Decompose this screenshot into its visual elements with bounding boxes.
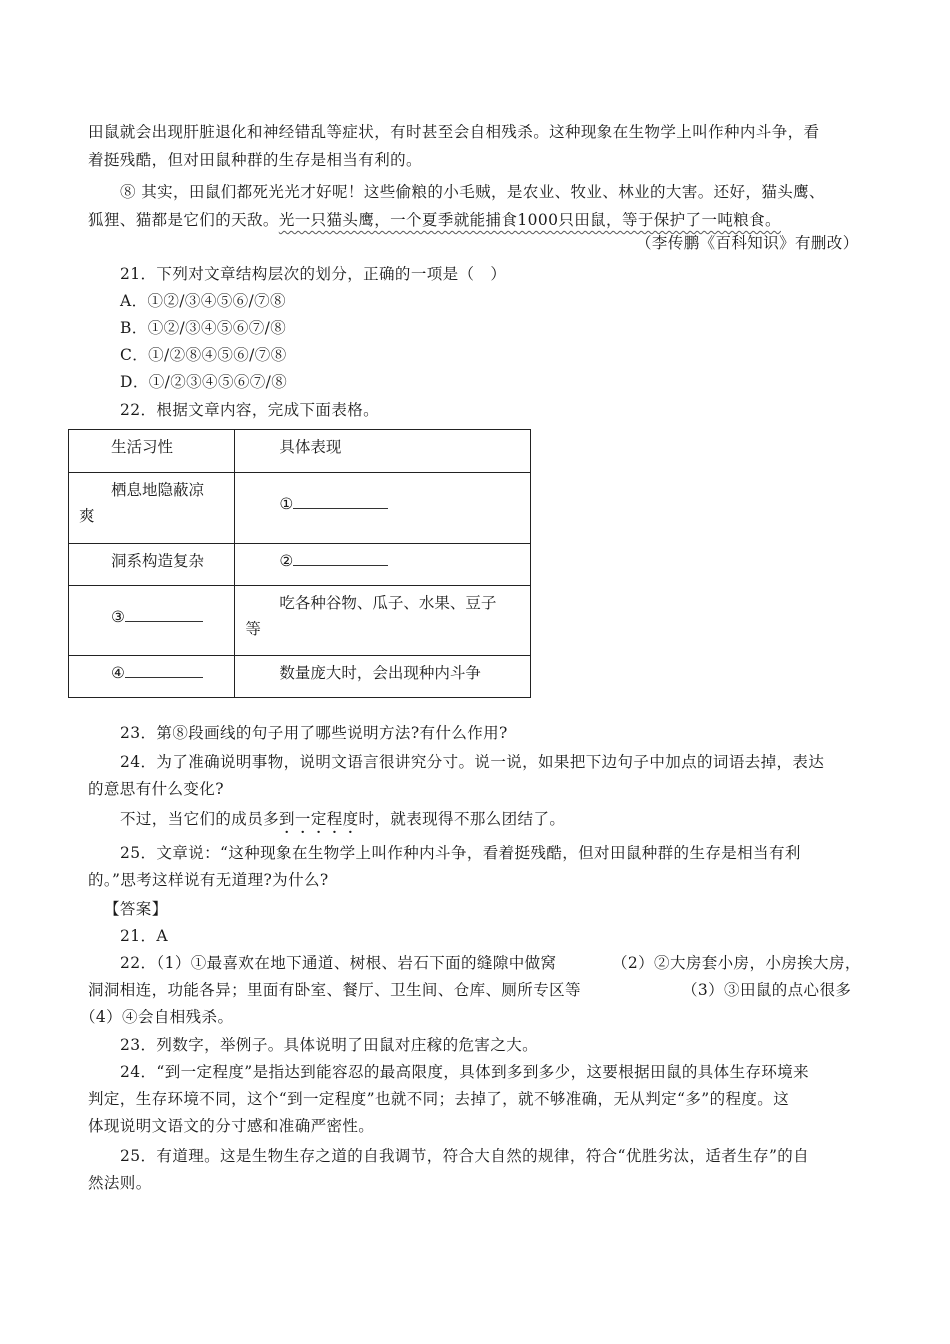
answer-25-line: 然法则。 — [88, 1174, 152, 1192]
paragraph-8-line — [88, 209, 781, 231]
table-cell — [235, 430, 531, 473]
table-row — [69, 586, 531, 656]
answer-24-line: 判定，生存环境不同，这个“到一定程度”也就不同；去掉了，就不够准确，无从判定“多”的程度。这 — [88, 1090, 790, 1108]
answer-22-line: 22．（1）①最喜欢在地下通道、树根、岩石下面的缝隙中做窝 — [120, 954, 557, 972]
table-cell — [235, 473, 531, 544]
question-25-line: 25．文章说：“这种现象在生物学上叫作种内斗争，看着挺残酷，但对田鼠种群的生存是相当有利 — [120, 844, 801, 862]
blank-number: ③ — [111, 608, 125, 626]
answer-25-line: 25．有道理。这是生物生存之道的自我调节，符合大自然的规律，符合“优胜劣汰，适者生存”的自 — [120, 1147, 810, 1165]
answer-24-line: 24．“到一定程度”是指达到能容忍的最高限度，具体到多到多少，这要根据田鼠的具体生存环境来 — [120, 1063, 810, 1081]
dotted-char: 程 — [326, 810, 343, 828]
behavior-text: 吃各种谷物、瓜子、水果、豆子 — [279, 594, 497, 612]
example-text: 时，就表现得不那么团结了。 — [358, 810, 566, 828]
table-cell — [235, 586, 531, 656]
blank-number: ② — [279, 552, 294, 570]
table-cell — [69, 586, 235, 656]
question-23: 23．第⑧段画线的句子用了哪些说明方法?有什么作用? — [120, 724, 508, 742]
answer-22-line: （4）④会自相残杀。 — [80, 1008, 234, 1026]
answer-22-line: （3）③田鼠的点心很多 — [682, 981, 852, 999]
source-citation: （李传鹏《百科知识》有删改） — [636, 234, 859, 252]
question-21-option-a: A．①②/③④⑤⑥/⑦⑧ — [120, 292, 286, 310]
passage-line: 田鼠就会出现肝脏退化和神经错乱等症状，有时甚至会自相残杀。这种现象在生物学上叫作种内斗争，看 — [88, 123, 820, 141]
dotted-char: 到 — [279, 810, 295, 828]
answer-23: 23．列数字，举例子。具体说明了田鼠对庄稼的危害之大。 — [120, 1036, 539, 1054]
paragraph-8-line: ⑧ 其实，田鼠们都死光光才好呢！这些偷粮的小毛贼，是农业、牧业、林业的大害。还好，猫头鹰、 — [120, 183, 825, 201]
table-cell — [235, 544, 531, 586]
answer-21: 21．A — [120, 927, 169, 945]
habit-text: 栖息地隐蔽凉 — [111, 481, 205, 499]
answer-22-line: 洞洞相连，功能各异；里面有卧室、餐厅、卫生间、仓库、厕所专区等 — [88, 981, 581, 999]
question-25-line: 的。”思考这样说有无道理?为什么? — [88, 871, 329, 889]
table-cell — [235, 656, 531, 698]
question-22-stem: 22．根据文章内容，完成下面表格。 — [120, 401, 380, 419]
header-behavior: 具体表现 — [279, 438, 342, 456]
habit-table — [68, 429, 531, 698]
header-habit: 生活习性 — [111, 438, 174, 456]
fill-blank[interactable] — [293, 494, 388, 509]
table-row — [69, 656, 531, 698]
table-row — [69, 544, 531, 586]
table-cell — [69, 430, 235, 473]
passage-line: 着挺残酷，但对田鼠种群的生存是相当有利的。 — [88, 151, 422, 169]
answer-label: 【答案】 — [104, 900, 168, 918]
habit-text: 爽 — [79, 507, 95, 525]
question-21-option-d: D．①/②③④⑤⑥⑦/⑧ — [120, 373, 288, 391]
blank-number: ④ — [111, 664, 125, 682]
answer-24-line: 体现说明文语文的分寸感和准确严密性。 — [88, 1117, 375, 1135]
question-24-line: 的意思有什么变化? — [88, 780, 224, 798]
question-21-stem: 21．下列对文章结构层次的划分，正确的一项是（ ） — [120, 265, 507, 283]
blank-number: ① — [279, 495, 294, 513]
table-cell — [69, 656, 235, 698]
answer-22-line: （2）②大房套小房，小房挨大房， — [612, 954, 861, 972]
question-24-line: 24．为了准确说明事物，说明文语言很讲究分寸。说一说，如果把下边句子中加点的词语去掉，表达 — [120, 753, 825, 771]
table-row — [69, 473, 531, 544]
dotted-char: 定 — [310, 810, 327, 828]
dotted-char: 度 — [342, 810, 359, 828]
table-cell — [69, 473, 235, 544]
fill-blank[interactable] — [125, 607, 203, 622]
behavior-text: 等 — [245, 620, 261, 638]
fill-blank[interactable] — [293, 551, 388, 566]
habit-text: 洞系构造复杂 — [111, 552, 205, 570]
dotted-char: 一 — [294, 810, 311, 828]
example-text: 不过，当它们的成员多 — [120, 810, 280, 828]
behavior-text: 数量庞大时，会出现种内斗争 — [279, 664, 481, 682]
table-cell — [69, 544, 235, 586]
question-24-example — [120, 808, 565, 830]
fill-blank[interactable] — [125, 663, 203, 678]
table-header-row — [69, 430, 531, 473]
question-21-option-c: C．①/②⑧④⑤⑥/⑦⑧ — [120, 346, 287, 364]
question-21-option-b: B．①②/③④⑤⑥⑦/⑧ — [120, 319, 287, 337]
paragraph-8-text: 狐狸、猫都是它们的天敌。 — [88, 211, 279, 229]
underlined-sentence: 光一只猫头鹰，一个夏季就能捕食1000只田鼠，等于保护了一吨粮食。 — [278, 211, 781, 229]
